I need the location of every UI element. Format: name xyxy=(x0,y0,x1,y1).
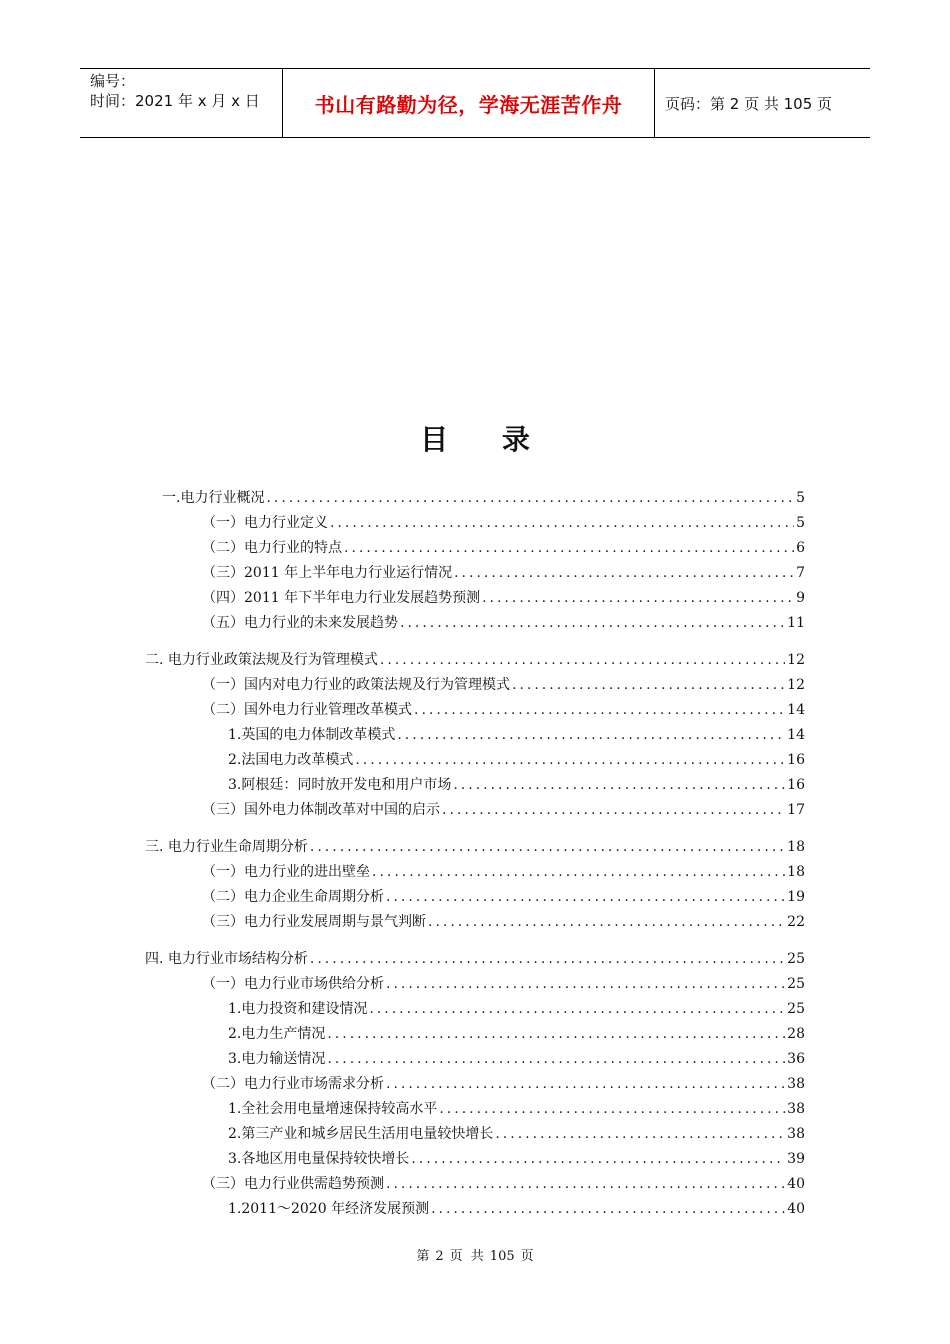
toc-entry[interactable] xyxy=(202,973,805,997)
toc-entry-label: （一）电力行业市场供给分析 xyxy=(202,976,384,992)
toc-entry[interactable] xyxy=(202,699,805,723)
toc-leader-dots xyxy=(310,839,785,855)
header-motto-cell xyxy=(282,69,655,137)
footer-current-page: 2 xyxy=(435,1249,444,1264)
toc-entry-label: 3.各地区用电量保持较快增长 xyxy=(228,1151,410,1167)
toc-entry-page: 12 xyxy=(787,652,805,668)
toc-entry-page: 22 xyxy=(787,914,805,930)
toc-entry[interactable] xyxy=(202,1173,805,1197)
toc-entry-page: 11 xyxy=(787,615,805,631)
toc-entry[interactable] xyxy=(145,649,805,673)
toc-entry[interactable] xyxy=(202,612,805,636)
toc-entry-label: （二）电力行业的特点 xyxy=(202,540,342,556)
toc-entry-page: 5 xyxy=(796,490,805,506)
toc-entry-page: 17 xyxy=(787,802,805,818)
toc-leader-dots xyxy=(386,1076,785,1092)
document-time-label: 时间：2021 年 x 月 x 日 xyxy=(90,92,260,110)
toc-entry[interactable] xyxy=(202,1073,805,1097)
toc-entry[interactable] xyxy=(145,948,805,972)
toc-entry-page: 38 xyxy=(787,1076,805,1092)
toc-entry-page: 6 xyxy=(796,540,805,556)
toc-entry[interactable] xyxy=(228,1123,805,1147)
toc-entry-label: （三）国外电力体制改革对中国的启示 xyxy=(202,802,440,818)
toc-leader-dots xyxy=(369,1001,785,1017)
toc-entry-page: 38 xyxy=(787,1101,805,1117)
toc-entry-label: 三. 电力行业生命周期分析 xyxy=(145,839,308,855)
toc-entry[interactable] xyxy=(228,1148,805,1172)
toc-entry-page: 12 xyxy=(787,677,805,693)
toc-entry-page: 16 xyxy=(787,752,805,768)
toc-entry-page: 5 xyxy=(796,515,805,531)
toc-entry[interactable] xyxy=(202,861,805,885)
toc-entry-label: （四）2011 年下半年电力行业发展趋势预测 xyxy=(202,590,481,606)
toc-leader-dots xyxy=(355,752,785,768)
toc-entry-page: 19 xyxy=(787,889,805,905)
toc-entry-page: 28 xyxy=(787,1026,805,1042)
toc-leader-dots xyxy=(386,976,785,992)
toc-entry-label: 1.全社会用电量增速保持较高水平 xyxy=(228,1101,438,1117)
footer-total-pages: 105 xyxy=(489,1249,515,1264)
toc-leader-dots xyxy=(266,490,794,506)
toc-entry-label: （五）电力行业的未来发展趋势 xyxy=(202,615,398,631)
toc-entry[interactable] xyxy=(228,1198,805,1222)
toc-entry-label: 二. 电力行业政策法规及行为管理模式 xyxy=(145,652,378,668)
toc-leader-dots xyxy=(400,615,785,631)
document-number-label: 编号： xyxy=(90,72,136,90)
toc-entry[interactable] xyxy=(202,886,805,910)
toc-leader-dots xyxy=(344,540,794,556)
toc-entry[interactable] xyxy=(228,774,805,798)
toc-entry-page: 18 xyxy=(787,839,805,855)
toc-entry[interactable] xyxy=(145,836,805,860)
toc-entry-label: （二）电力企业生命周期分析 xyxy=(202,889,384,905)
toc-entry[interactable] xyxy=(202,674,805,698)
toc-entry-label: （一）国内对电力行业的政策法规及行为管理模式 xyxy=(202,677,510,693)
toc-entry-label: 一.电力行业概况 xyxy=(162,490,265,506)
toc-leader-dots xyxy=(310,951,785,967)
toc-leader-dots xyxy=(372,864,785,880)
header-meta xyxy=(80,69,282,137)
toc-leader-dots xyxy=(327,1026,785,1042)
toc-leader-dots xyxy=(397,727,785,743)
toc-leader-dots xyxy=(439,1101,785,1117)
header-page-info: 页码：第 2 页 共 105 页 xyxy=(665,94,833,113)
footer-prefix: 第 xyxy=(416,1249,430,1264)
toc-entry-page: 40 xyxy=(787,1201,805,1217)
toc-leader-dots xyxy=(386,1176,785,1192)
toc-entry-label: （二）电力行业市场需求分析 xyxy=(202,1076,384,1092)
toc-entry[interactable] xyxy=(202,799,805,823)
toc-entry-label: 1.电力投资和建设情况 xyxy=(228,1001,368,1017)
toc-entry-label: （三）2011 年上半年电力行业运行情况 xyxy=(202,565,453,581)
toc-entry-page: 18 xyxy=(787,864,805,880)
toc-entry[interactable] xyxy=(202,512,805,536)
toc-entry-page: 25 xyxy=(787,1001,805,1017)
toc-leader-dots xyxy=(453,777,785,793)
toc-entry-label: （三）电力行业供需趋势预测 xyxy=(202,1176,384,1192)
toc-entry-label: （一）电力行业定义 xyxy=(202,515,328,531)
toc-entry-label: 2.第三产业和城乡居民生活用电量较快增长 xyxy=(228,1126,494,1142)
toc-leader-dots xyxy=(482,590,794,606)
toc-entry[interactable] xyxy=(228,749,805,773)
toc-leader-dots xyxy=(380,652,785,668)
toc-entry[interactable] xyxy=(202,537,805,561)
toc-entry-label: （一）电力行业的进出壁垒 xyxy=(202,864,370,880)
toc-leader-dots xyxy=(431,1201,785,1217)
toc-entry-page: 14 xyxy=(787,727,805,743)
toc-leader-dots xyxy=(428,914,785,930)
page-header xyxy=(80,68,870,138)
toc-leader-dots xyxy=(442,802,785,818)
toc-entry-label: 3.电力输送情况 xyxy=(228,1051,326,1067)
toc-leader-dots xyxy=(454,565,794,581)
toc-entry[interactable] xyxy=(228,998,805,1022)
toc-entry-label: （三）电力行业发展周期与景气判断 xyxy=(202,914,426,930)
toc-entry-label: 四. 电力行业市场结构分析 xyxy=(145,951,308,967)
toc-entry[interactable] xyxy=(228,1023,805,1047)
toc-entry-page: 36 xyxy=(787,1051,805,1067)
toc-leader-dots xyxy=(411,1151,785,1167)
toc-entry-label: 2.电力生产情况 xyxy=(228,1026,326,1042)
toc-leader-dots xyxy=(495,1126,785,1142)
toc-entry-page: 7 xyxy=(796,565,805,581)
toc-entry-label: 1.2011～2020 年经济发展预测 xyxy=(228,1201,430,1217)
toc-entry[interactable] xyxy=(228,724,805,748)
toc-entry[interactable] xyxy=(202,562,805,586)
footer-mid: 页 共 xyxy=(449,1249,484,1264)
toc-entry-label: （二）国外电力行业管理改革模式 xyxy=(202,702,412,718)
toc-entry-page: 25 xyxy=(787,976,805,992)
toc-entry-page: 9 xyxy=(796,590,805,606)
toc-entry[interactable] xyxy=(202,587,805,611)
toc-entry[interactable] xyxy=(202,911,805,935)
toc-entry-page: 25 xyxy=(787,951,805,967)
toc-entry-page: 39 xyxy=(787,1151,805,1167)
footer-suffix: 页 xyxy=(520,1249,534,1264)
toc-entry-label: 3.阿根廷：同时放开发电和用户市场 xyxy=(228,777,452,793)
toc-leader-dots xyxy=(414,702,785,718)
page-footer xyxy=(0,1245,950,1264)
toc-leader-dots xyxy=(327,1051,785,1067)
toc-entry-label: 2.法国电力改革模式 xyxy=(228,752,354,768)
toc-entry-page: 38 xyxy=(787,1126,805,1142)
toc-leader-dots xyxy=(330,515,794,531)
toc-entry-page: 14 xyxy=(787,702,805,718)
toc-entry-page: 16 xyxy=(787,777,805,793)
toc-entry[interactable] xyxy=(228,1048,805,1072)
toc-entry[interactable] xyxy=(162,487,805,511)
header-motto: 书山有路勤为径，学海无涯苦作舟 xyxy=(314,92,623,117)
toc-leader-dots xyxy=(386,889,785,905)
toc-title: 目 录 xyxy=(420,423,552,456)
toc-entry-page: 40 xyxy=(787,1176,805,1192)
toc-entry[interactable] xyxy=(228,1098,805,1122)
toc-entry-label: 1.英国的电力体制改革模式 xyxy=(228,727,396,743)
toc-leader-dots xyxy=(512,677,785,693)
